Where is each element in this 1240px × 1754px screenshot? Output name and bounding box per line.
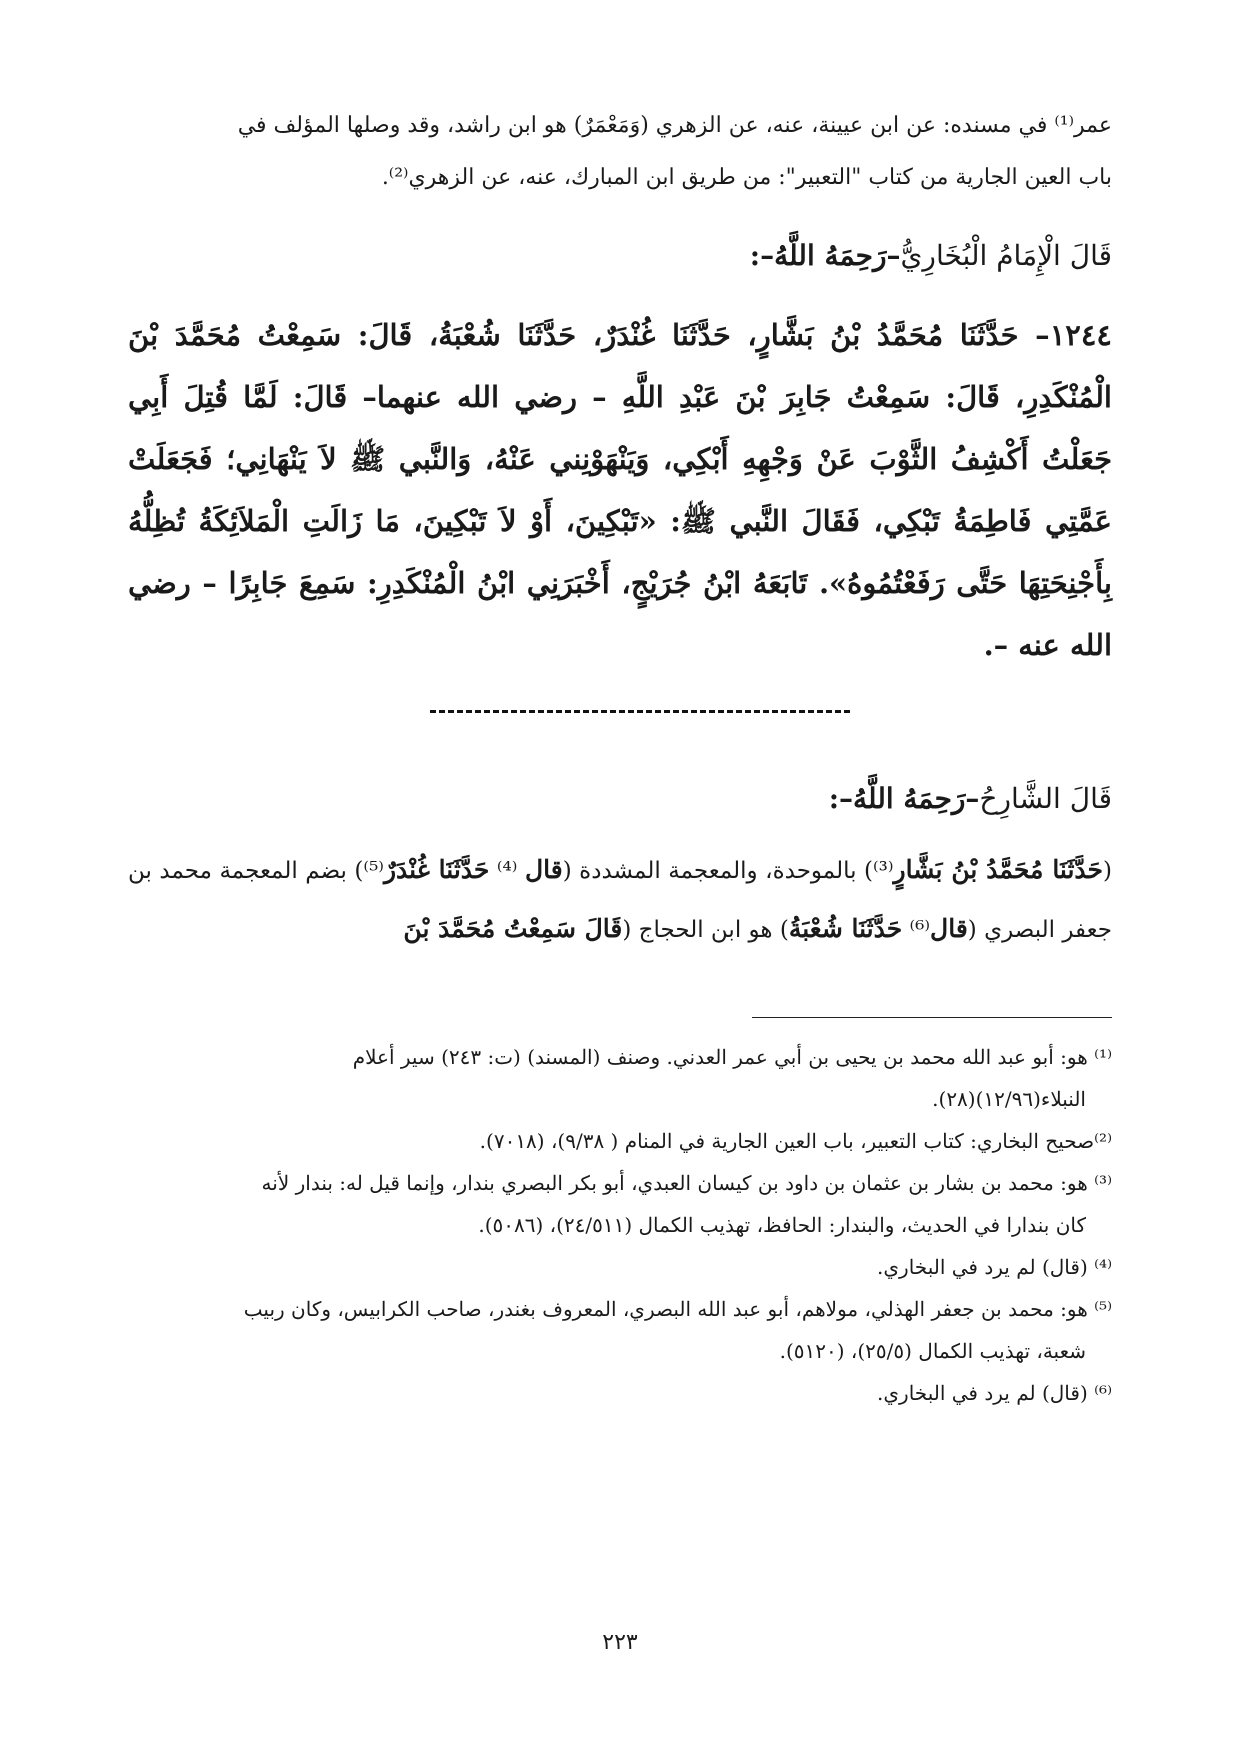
footnote-item [128,1246,1112,1288]
commentary-bold: قال [930,914,968,943]
footnote-item [128,1120,1112,1162]
section-divider [430,710,850,713]
footnote-number: ⁽²⁾ [1094,1129,1112,1153]
commentary-seg: ( [1103,858,1112,884]
hadith-text: ١٢٤٤– حَدَّثَنَا مُحَمَّدُ بْنُ بَشَّارٍ، حَدَّثَنَا غُنْدَرٌ، حَدَّثَنَا شُعْبَةُ، قَالَ: سَمِعْتُ مُحَمَّدَ بْنَ الْمُنْكَدِرِ، قَالَ: سَمِعْتُ جَابِرَ بْنَ عَبْدِ اللَّهِ – رضي الله عنهما– قَالَ: لَمَّا قُتِلَ أَبِي جَعَلْتُ أَكْشِفُ الثَّوْبَ عَنْ وَجْهِهِ أَبْكِي، وَيَنْهَوْنِني عَنْهُ، وَالنَّبي ﷺ لاَ يَنْهَانِي؛ فَجَعَلَتْ عَمَّتِي فَاطِمَةُ تَبْكِي، فَقَالَ النَّبي ﷺ: «تَبْكِينَ، أَوْ لاَ تَبْكِينَ، مَا زَالَتِ الْمَلاَئِكَةُ تُظِلُّهُ بِأَجْنِحَتِهَا حَتَّى رَفَعْتُمُوهُ». تَابَعَهُ ابْنُ جُرَيْجٍ، أَخْبَرَنِي ابْنُ الْمُنْكَدِرِ: سَمِعَ جَابِرًا – رضي الله عنه –. [128,318,1112,662]
heading-imam-bukhari [128,232,1112,280]
footnote-text: هو: محمد بن جعفر الهذلي، مولاهم، أبو عبد الله البصري، المعروف بغندر، صاحب الكرابيس، وكان ربيب [243,1297,1088,1321]
footnote-continuation: النبلاء(١٢/٩٦)(٢٨). [932,1087,1086,1111]
footnotes-list [128,1036,1112,1414]
footnote-item [128,1288,1112,1372]
commentary-bold: قال [524,855,563,884]
footnote-item [128,1162,1112,1246]
commentary-seg: ⁽⁵⁾) بضم المعجمة محمد بن جعفر البصري ( [128,858,1112,943]
heading-sharih [128,775,1112,823]
footnote-item [128,1036,1112,1120]
intro-line-1: عمر⁽¹⁾ في مسنده: عن ابن عيينة، عنه، عن الزهري (وَمَعْمَرٌ) هو ابن راشد، وقد وصلها المؤلف في [237,113,1112,138]
footnote-number: ⁽³⁾ [1094,1171,1112,1195]
footnote-continuation: كان بندارا في الحديث، والبندار: الحافظ، تهذيب الكمال (٢٤/٥١١)، (٥٠٨٦). [478,1213,1086,1237]
footnote-number: ⁽⁴⁾ [1094,1255,1112,1279]
commentary-seg: ) هو ابن الحجاج ( [622,917,789,943]
heading-sharih-honorific: –رَحِمَهُ اللَّهُ–: [828,782,980,815]
footnote-number: ⁽⁶⁾ [1094,1381,1112,1405]
footnote-separator [752,1017,1112,1018]
commentary-bold: حَدَّثَنَا شُعْبَةُ [788,914,903,943]
footnote-number: ⁽¹⁾ [1094,1045,1112,1069]
commentary-seg: ⁽⁶⁾ [902,917,931,943]
heading-imam-honorific: –رَحِمَهُ اللَّهُ–: [749,239,901,272]
commentary-seg: ⁽³⁾) بالموحدة، والمعجمة المشددة ( [562,858,894,884]
heading-imam-prefix: قَالَ الْإِمَامُ الْبُخَارِيُّ [900,239,1112,272]
footnote-number: ⁽⁵⁾ [1094,1297,1112,1321]
commentary-bold: حَدَّثَنَا مُحَمَّدُ بْنُ بَشَّارٍ [893,855,1104,884]
footnote-text: (قال) لم يرد في البخاري. [877,1255,1088,1279]
commentary-bold: حَدَّثَنَا غُنْدَرٌ [383,855,490,884]
footnote-text: صحيح البخاري: كتاب التعبير، باب العين الجارية في المنام ( ٩/٣٨)، (٧٠١٨). [479,1129,1095,1153]
footnote-text: هو: محمد بن بشار بن عثمان بن داود بن كيسان العبدي، أبو بكر البصري بندار، وإنما قيل له: بندار لأنه [261,1171,1088,1195]
footnote-continuation: شعبة، تهذيب الكمال (٢٥/٥)، (٥١٢٠). [779,1339,1086,1363]
footnote-item [128,1372,1112,1414]
commentary-paragraph [128,841,1112,959]
footnote-text: هو: أبو عبد الله محمد بن يحيى بن أبي عمر العدني. وصنف (المسند) (ت: ٢٤٣) سير أعلام [352,1045,1088,1069]
intro-paragraph [128,100,1112,204]
footnote-text: (قال) لم يرد في البخاري. [877,1381,1088,1405]
commentary-bold: قَالَ سَمِعْتُ مُحَمَّدَ بْنَ [403,914,623,943]
heading-sharih-prefix: قَالَ الشَّارِحُ [979,782,1112,815]
commentary-seg: ⁽⁴⁾ [489,858,525,884]
intro-line-2: باب العين الجارية من كتاب "التعبير": من طريق ابن المبارك، عنه، عن الزهري⁽²⁾. [381,165,1112,190]
page-number: ٢٢٣ [602,1630,638,1655]
